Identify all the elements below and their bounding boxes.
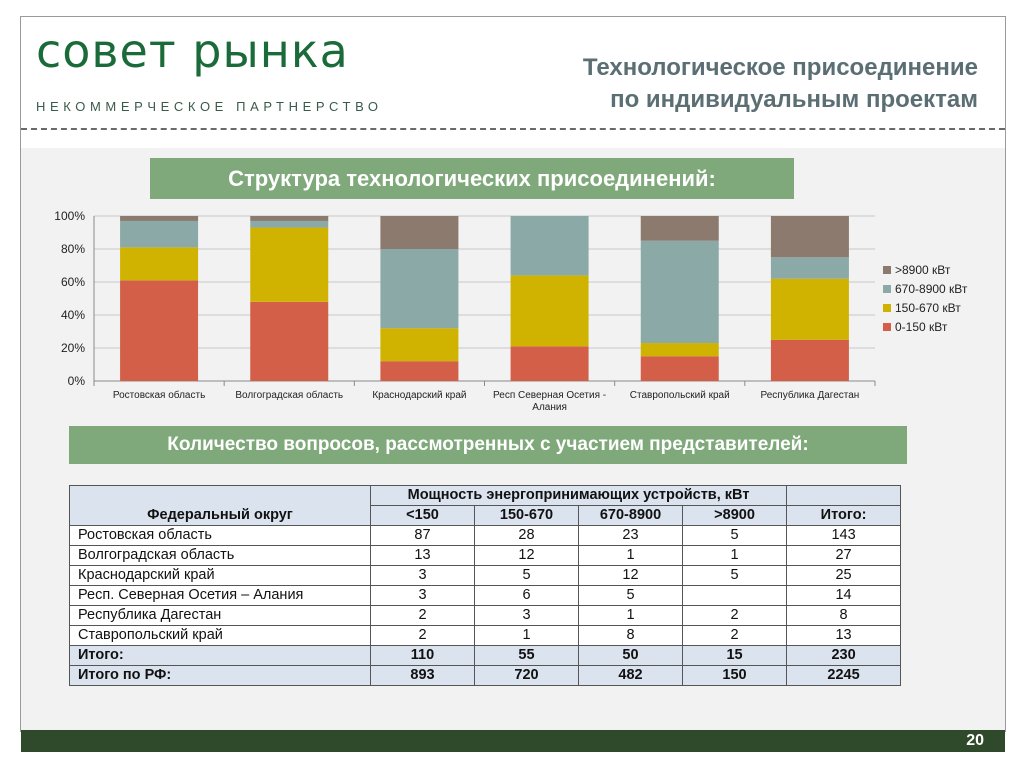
bar-segment: [250, 302, 328, 381]
legend-swatch: [883, 285, 891, 293]
x-category-label: [493, 390, 606, 413]
x-category-label-line: Респ Северная Осетия -: [493, 390, 607, 401]
table-cell: 8: [787, 606, 901, 626]
table-row: [70, 546, 901, 566]
bar-segment: [771, 340, 849, 381]
row-label: Ростовская область: [70, 526, 371, 546]
bar-segment: [250, 216, 328, 221]
header-column: 150-670: [475, 506, 579, 526]
table-cell: 55: [475, 646, 579, 666]
x-category-label: [372, 390, 466, 401]
page-title: [418, 52, 978, 116]
header-power-group: Мощность энергопринимающих устройств, кВт: [371, 486, 787, 506]
page-number: 20: [966, 732, 984, 749]
logo-subtitle: НЕКОММЕРЧЕСКОЕ ПАРТНЕРСТВО: [36, 99, 383, 114]
header-column: <150: [371, 506, 475, 526]
table-cell: 230: [787, 646, 901, 666]
row-label: Респ. Северная Осетия – Алания: [70, 586, 371, 606]
header-federal-district: Федеральный округ: [70, 486, 371, 526]
y-tick-label: 20%: [60, 341, 85, 355]
bar-segment: [250, 228, 328, 302]
table-cell: 150: [683, 666, 787, 686]
bar-segment: [380, 216, 458, 249]
table-row: [70, 526, 901, 546]
x-category-label-line: Волгоградская область: [235, 390, 344, 401]
legend-swatch: [883, 304, 891, 312]
legend-label: 0-150 кВт: [895, 320, 948, 334]
header-column: Итого:: [787, 506, 901, 526]
table-row: [70, 606, 901, 626]
bar-segment: [120, 216, 198, 221]
bar-segment: [380, 249, 458, 328]
x-category-label-line: Ростовская область: [112, 390, 206, 401]
y-tick-label: 40%: [60, 308, 85, 322]
x-category-label-line: Ставропольский край: [629, 390, 730, 401]
table-cell: 2245: [787, 666, 901, 686]
table-cell: 1: [683, 546, 787, 566]
table-total-row: [70, 646, 901, 666]
header-column: 670-8900: [579, 506, 683, 526]
x-category-label-line: Краснодарский край: [372, 390, 467, 401]
table-cell: 12: [579, 566, 683, 586]
table-cell: 13: [787, 626, 901, 646]
bar-segment: [120, 247, 198, 280]
row-label: Республика Дагестан: [70, 606, 371, 626]
table-cell: 14: [787, 586, 901, 606]
table-cell: 2: [683, 626, 787, 646]
bar-segment: [380, 328, 458, 361]
legend-swatch: [883, 266, 891, 274]
bar-segment: [511, 275, 589, 346]
x-category-label-line: Алания: [532, 402, 567, 413]
table-total-row: [70, 666, 901, 686]
header-divider: [21, 128, 1005, 130]
page-title-line-1: Технологическое присоединение: [582, 54, 978, 81]
table-cell: 1: [475, 626, 579, 646]
table-cell: 1: [579, 606, 683, 626]
table-cell: 23: [579, 526, 683, 546]
bar-segment: [120, 280, 198, 381]
table-cell: 3: [475, 606, 579, 626]
chart-section-banner: Структура технологических присоединений:: [150, 158, 794, 199]
table-cell: 15: [683, 646, 787, 666]
table-cell: 2: [683, 606, 787, 626]
table-section-banner: Количество вопросов, рассмотренных с участием представителей:: [69, 426, 907, 464]
table-cell: 5: [683, 526, 787, 546]
bar-segment: [771, 216, 849, 257]
table-cell: 87: [371, 526, 475, 546]
x-category-label-line: Республика Дагестан: [760, 390, 860, 401]
legend-label: >8900 кВт: [895, 263, 951, 277]
y-tick-label: 0%: [67, 374, 85, 388]
table-cell: 5: [579, 586, 683, 606]
bar-segment: [771, 257, 849, 278]
table-header-row: [70, 486, 901, 506]
table-cell: 50: [579, 646, 683, 666]
table-cell: 8: [579, 626, 683, 646]
table-row: [70, 566, 901, 586]
table-cell: 1: [579, 546, 683, 566]
table-cell: 720: [475, 666, 579, 686]
table-cell: 143: [787, 526, 901, 546]
bar-segment: [641, 241, 719, 343]
table-row: [70, 626, 901, 646]
footer-bar: [21, 730, 1005, 752]
x-category-label: [761, 389, 860, 401]
bar-segment: [641, 216, 719, 241]
header-empty-cell: [787, 486, 901, 506]
questions-table: [69, 485, 901, 686]
table-cell: 5: [683, 566, 787, 586]
header-column: >8900: [683, 506, 787, 526]
x-category-label: [235, 389, 343, 401]
row-label: Краснодарский край: [70, 566, 371, 586]
table-cell: 5: [475, 566, 579, 586]
bar-segment: [511, 216, 589, 275]
logo-title: совет рынка: [36, 24, 349, 78]
table-cell: 2: [371, 626, 475, 646]
row-label: Волгоградская область: [70, 546, 371, 566]
y-tick-label: 100%: [54, 209, 85, 223]
bar-segment: [641, 356, 719, 381]
table-row: [70, 586, 901, 606]
table-cell: 25: [787, 566, 901, 586]
bar-segment: [120, 221, 198, 247]
table-cell: 12: [475, 546, 579, 566]
table-cell: [683, 586, 787, 606]
table-cell: 110: [371, 646, 475, 666]
bar-segment: [641, 343, 719, 356]
y-tick-label: 60%: [60, 275, 85, 289]
stacked-bar-chart: [21, 200, 1005, 418]
bar-segment: [250, 221, 328, 228]
table-cell: 6: [475, 586, 579, 606]
bar-segment: [511, 346, 589, 381]
x-category-label: [630, 390, 730, 401]
row-label: Ставропольский край: [70, 626, 371, 646]
table-cell: 893: [371, 666, 475, 686]
row-label: Итого:: [70, 646, 371, 666]
legend-label: 150-670 кВт: [895, 301, 961, 315]
legend-swatch: [883, 323, 891, 331]
bar-segment: [380, 361, 458, 381]
y-tick-label: 80%: [60, 242, 85, 256]
row-label: Итого по РФ:: [70, 666, 371, 686]
table-cell: 28: [475, 526, 579, 546]
page-title-line-2: по индивидуальным проектам: [610, 86, 978, 113]
table-cell: 3: [371, 566, 475, 586]
legend-label: 670-8900 кВт: [895, 282, 968, 296]
table-cell: 27: [787, 546, 901, 566]
table-cell: 3: [371, 586, 475, 606]
x-category-label: [113, 389, 205, 401]
bar-segment: [771, 279, 849, 340]
table-cell: 13: [371, 546, 475, 566]
table-cell: 2: [371, 606, 475, 626]
table-cell: 482: [579, 666, 683, 686]
